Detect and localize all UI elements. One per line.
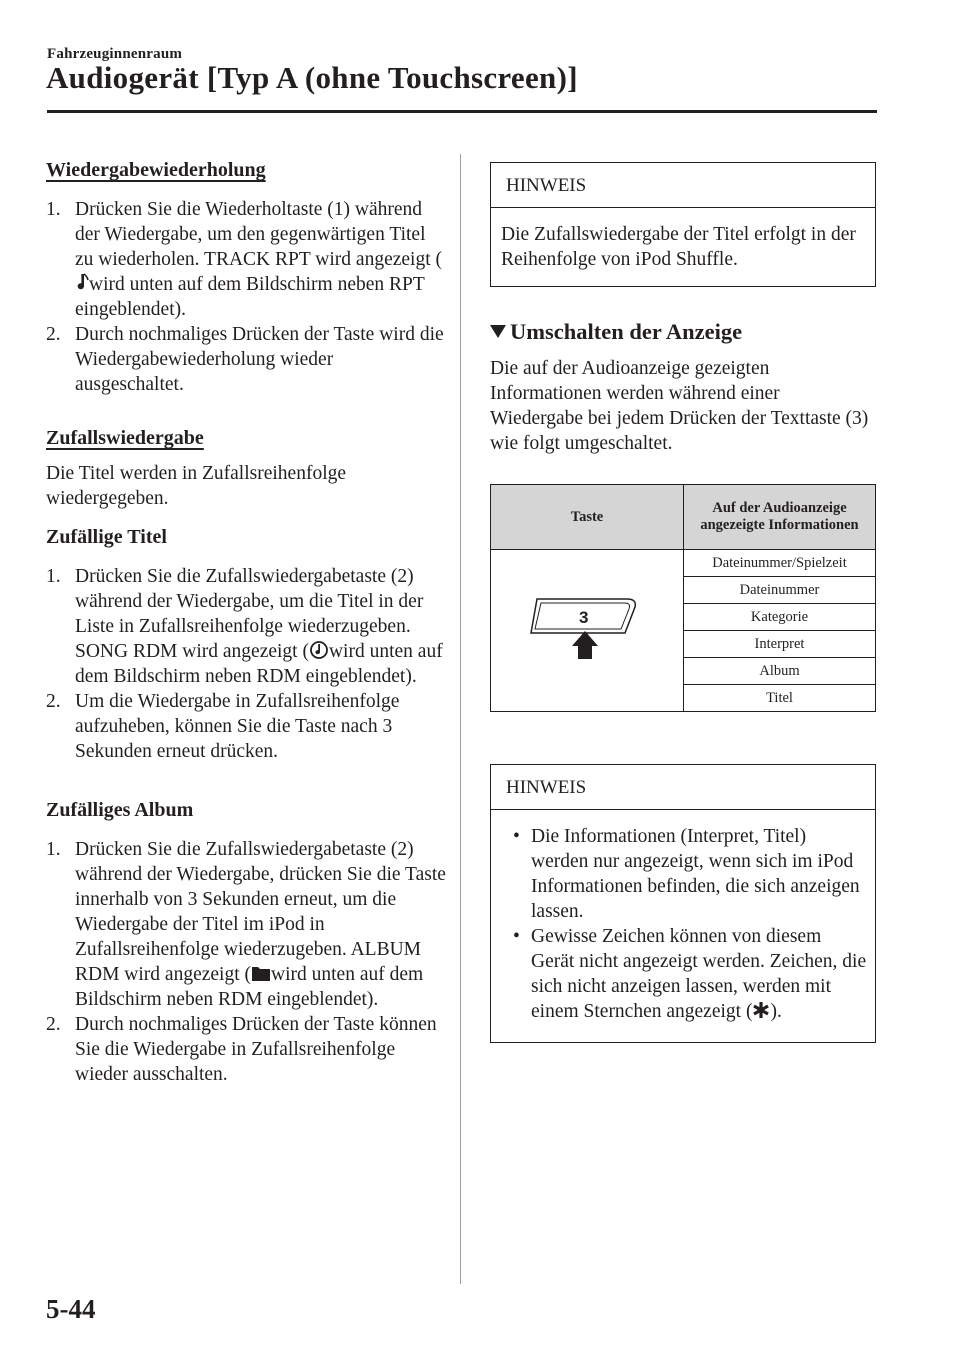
- column-divider: [460, 154, 461, 1284]
- page-number: 5-44: [46, 1294, 96, 1324]
- music-note-icon: [75, 273, 89, 293]
- random-track-icon: [309, 640, 329, 660]
- random-album-steps: [46, 837, 446, 1087]
- table-cell: Album: [684, 658, 876, 685]
- repeat-heading: Wiedergabewiederholung: [46, 159, 266, 181]
- table-row: [491, 550, 876, 577]
- list-item: [46, 837, 446, 1012]
- list-item: [46, 689, 446, 764]
- random-heading: Zufallswiedergabe: [46, 427, 204, 449]
- step-number: 2.: [46, 324, 61, 345]
- table-cell: Dateinummer/Spielzeit: [684, 550, 876, 577]
- press-arrow-icon: [572, 631, 598, 659]
- bullet: •: [513, 926, 520, 947]
- display-switch-title: Umschalten der Anzeige: [510, 319, 743, 344]
- random-intro: Die Titel werden in Zufallsreihenfolge wiedergegeben.: [46, 463, 347, 509]
- table-header: Auf der Audioanzeige angezeigte Informationen: [684, 485, 876, 550]
- random-tracks-heading: Zufällige Titel: [46, 526, 167, 548]
- step-text: Drücken Sie die Zufallswiedergabetaste (2) während der Wiedergabe, um die Titel in der Liste in Zufallsreihenfolge wiederzugeben. SONG RDM wird angezeigt (: [75, 566, 424, 662]
- step-text: wird unten auf dem Bildschirm neben RDM eingeblendet).: [75, 641, 443, 687]
- asterisk-icon: [752, 1000, 770, 1020]
- list-item: [46, 1012, 446, 1087]
- step-number: 2.: [46, 691, 61, 712]
- section-label: Fahrzeuginnenraum: [47, 46, 183, 62]
- step-text: wird unten auf dem Bildschirm neben RDM eingeblendet).: [75, 964, 424, 1010]
- note-box-1: [490, 162, 876, 287]
- display-intro: Die auf der Audioanzeige gezeigten Informationen werden während einer Wiedergabe bei jedem Drücken der Texttaste (3) wie folgt umgeschaltet.: [490, 358, 869, 454]
- text-key-cell: [491, 550, 684, 712]
- triangle-marker-icon: [490, 325, 506, 338]
- folder-icon: [251, 963, 271, 983]
- bullet-text: Die Informationen (Interpret, Titel) werden nur angezeigt, wenn sich im iPod Informationen befinden, die sich anzeigen lassen.: [531, 826, 860, 922]
- random-album-heading: Zufälliges Album: [46, 799, 194, 821]
- repeat-steps: [46, 197, 446, 397]
- step-number: 1.: [46, 199, 61, 220]
- note-heading: HINWEIS: [491, 765, 875, 810]
- header-rule: [47, 110, 877, 113]
- step-text: Drücken Sie die Zufallswiedergabetaste (2) während der Wiedergabe, drücken Sie die Taste innerhalb von 3 Sekunden erneut, um die Wiedergabe der Titel im iPod in Zufallsreihenfolge wiederzugeben. ALBUM RDM wird angezeigt (: [75, 839, 446, 985]
- right-column: [490, 162, 876, 1043]
- bullet-text: ).: [770, 1001, 782, 1022]
- left-column: [46, 158, 446, 1087]
- table-cell: Interpret: [684, 631, 876, 658]
- display-table: [490, 484, 876, 712]
- page-title: Audiogerät [Typ A (ohne Touchscreen)]: [46, 60, 578, 95]
- display-switch-heading: [490, 319, 876, 344]
- step-text: wird unten auf dem Bildschirm neben RPT eingeblendet).: [75, 274, 425, 320]
- step-number: 1.: [46, 566, 61, 587]
- list-item: [46, 322, 446, 397]
- table-header-row: [491, 485, 876, 550]
- step-text: Um die Wiedergabe in Zufallsreihenfolge aufzuheben, können Sie die Taste nach 3 Sekunden erneut drücken.: [75, 691, 400, 762]
- bullet: •: [513, 826, 520, 847]
- step-text: Durch nochmaliges Drücken der Taste können Sie die Wiedergabe in Zufallsreihenfolge wieder ausschalten.: [75, 1014, 437, 1085]
- step-text: Durch nochmaliges Drücken der Taste wird die Wiedergabewiederholung wieder ausgeschaltet.: [75, 324, 444, 395]
- table-cell: Titel: [684, 685, 876, 712]
- bullet-text: Gewisse Zeichen können von diesem Gerät nicht angezeigt werden. Zeichen, die sich nicht anzeigen lassen, werden mit einem Sternchen angezeigt (: [531, 926, 867, 1022]
- list-item: [46, 564, 446, 689]
- text-button-diagram: [527, 583, 647, 673]
- step-number: 2.: [46, 1014, 61, 1035]
- step-number: 1.: [46, 839, 61, 860]
- list-item: [46, 197, 446, 322]
- list-item: [499, 924, 867, 1024]
- note-box-2: [490, 764, 876, 1043]
- list-item: [499, 824, 867, 924]
- table-cell: Dateinummer: [684, 577, 876, 604]
- step-text: Drücken Sie die Wiederholtaste (1) während der Wiedergabe, um den gegenwärtigen Titel zu wiederholen. TRACK RPT wird angezeigt (: [75, 199, 442, 270]
- note-body: Die Zufallswiedergabe der Titel erfolgt in der Reihenfolge von iPod Shuffle.: [501, 224, 856, 270]
- table-header: Taste: [491, 485, 684, 550]
- table-cell: Kategorie: [684, 604, 876, 631]
- key-number: 3: [579, 608, 589, 627]
- note-body: [491, 810, 875, 1042]
- note-heading: HINWEIS: [491, 163, 875, 208]
- random-tracks-steps: [46, 564, 446, 764]
